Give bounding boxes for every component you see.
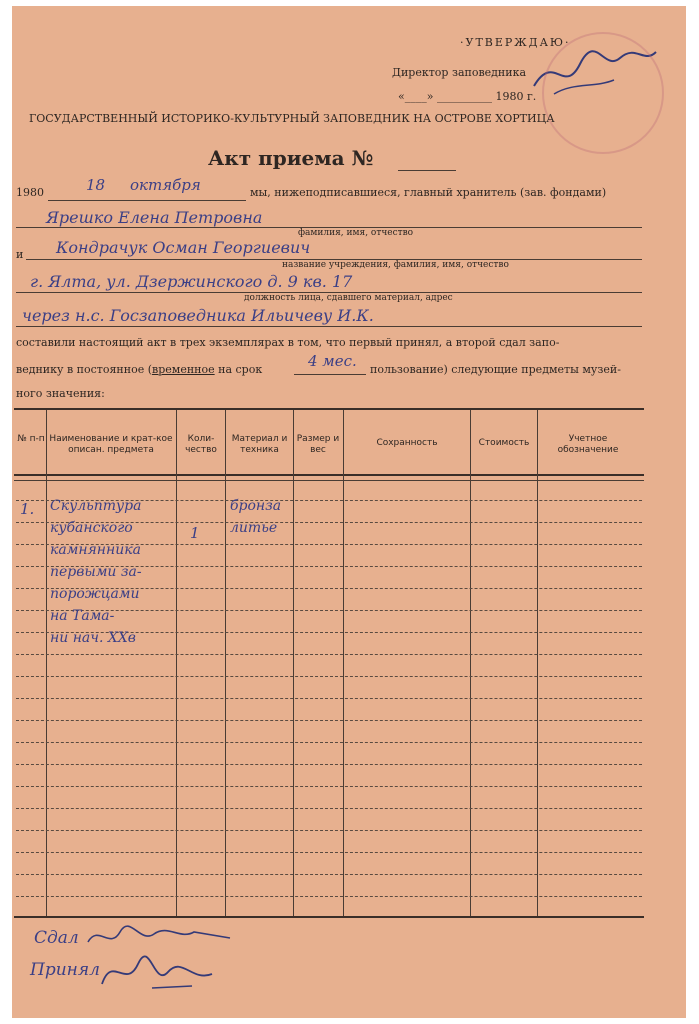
- header-size: Размер и вес: [296, 434, 340, 455]
- approval-date: «____» __________ 1980 г.: [398, 90, 537, 103]
- entry-number: 1.: [20, 500, 35, 518]
- table-row-line: [16, 852, 642, 853]
- giver-name: Кондрачук Осман Георгиевич: [56, 238, 311, 257]
- table-top-border: [14, 408, 644, 410]
- entry-name-line: первыми за-: [50, 564, 142, 580]
- table-bottom-border: [14, 916, 644, 918]
- giver-conj: и: [16, 248, 24, 261]
- entry-name-line: на Тама-: [50, 608, 115, 624]
- col-sep-1: [46, 410, 47, 918]
- act-number-line: [398, 170, 456, 171]
- table-row-line: [16, 896, 642, 897]
- header-quantity: Коли-чество: [185, 434, 217, 455]
- entry-name-line: Скульптура: [50, 498, 142, 514]
- entry-quantity: 1: [190, 524, 200, 542]
- header-condition: Сохранность: [376, 438, 438, 448]
- seal-stamp-icon: [542, 32, 664, 154]
- entry-name-line: камнянника: [50, 542, 141, 558]
- table-header-border: [14, 474, 644, 476]
- header-name: Наименование и крат-кое описан. предмета: [49, 434, 173, 455]
- col-sep-6: [470, 410, 471, 918]
- intro-month: октября: [130, 176, 201, 194]
- intro-year: 1980: [16, 186, 44, 199]
- table-header-border-2: [14, 480, 644, 481]
- intro-day: 18: [86, 176, 106, 194]
- date-underline: [48, 200, 246, 201]
- via-text: через н.с. Госзаповедника Ильичеву И.К.: [22, 306, 374, 325]
- entry-material-line: бронза: [230, 498, 282, 514]
- header-material: Материал и техника: [231, 434, 288, 455]
- intro-text: мы, нижеподписавшиеся, главный хранитель (зав. фондами): [250, 186, 607, 199]
- body-line-2a: веднику в постоянное (: [16, 363, 153, 376]
- table-row-line: [16, 830, 642, 831]
- gave-label: Сдал: [34, 928, 79, 948]
- document-sheet: [12, 6, 686, 1018]
- term-type: временное: [152, 363, 215, 376]
- col-sep-7: [537, 410, 538, 918]
- body-line-1: составили настоящий акт в трех экземплярах в том, что первый принял, а второй сдал запо-: [16, 336, 560, 349]
- entry-name-line: кубанского: [50, 520, 133, 536]
- table-row-line: [16, 698, 642, 699]
- table-row-line: [16, 654, 642, 655]
- table-row-line: [16, 676, 642, 677]
- giver-address: г. Ялта, ул. Дзержинского д. 9 кв. 17: [30, 272, 353, 291]
- keeper-name: Ярешко Елена Петровна: [46, 208, 263, 227]
- doc-title: Акт приема №: [208, 146, 374, 170]
- received-signature-icon: [92, 944, 242, 996]
- keeper-caption: фамилия, имя, отчество: [298, 228, 414, 238]
- header-account: Учетное обозначение: [557, 434, 619, 455]
- table-row-line: [16, 764, 642, 765]
- entry-material-line: литье: [230, 520, 278, 536]
- header-value: Стоимость: [478, 438, 530, 448]
- table-row-line: [16, 786, 642, 787]
- term-underline: [294, 374, 366, 375]
- term-value: 4 мес.: [308, 352, 357, 370]
- via-underline: [16, 326, 642, 327]
- col-sep-2: [176, 410, 177, 918]
- address-caption: должность лица, сдавшего материал, адрес: [244, 293, 453, 303]
- giver-caption: название учреждения, фамилия, имя, отчество: [282, 260, 509, 270]
- header-number: № п-п: [17, 434, 45, 444]
- table-row-line: [16, 742, 642, 743]
- col-sep-5: [343, 410, 344, 918]
- org-name: ГОСУДАРСТВЕННЫЙ ИСТОРИКО-КУЛЬТУРНЫЙ ЗАПОВЕДНИК НА ОСТРОВЕ ХОРТИЦА: [29, 112, 555, 125]
- table-row-line: [16, 808, 642, 809]
- table-row-line: [16, 874, 642, 875]
- director-label: Директор заповедника: [392, 66, 527, 79]
- col-sep-4: [293, 410, 294, 918]
- col-sep-3: [225, 410, 226, 918]
- body-line-2d: пользование) следующие предметы музей-: [370, 363, 621, 376]
- received-label: Принял: [30, 960, 100, 980]
- entry-name-line: ни нач. XXв: [50, 630, 136, 646]
- approval-title: ·УТВЕРЖДАЮ·: [460, 36, 571, 49]
- entry-name-line: порожцами: [50, 586, 140, 602]
- body-line-3: ного значения:: [16, 387, 105, 400]
- body-line-2: [16, 363, 262, 376]
- body-line-2c: на срок: [214, 363, 263, 376]
- table-row-line: [16, 720, 642, 721]
